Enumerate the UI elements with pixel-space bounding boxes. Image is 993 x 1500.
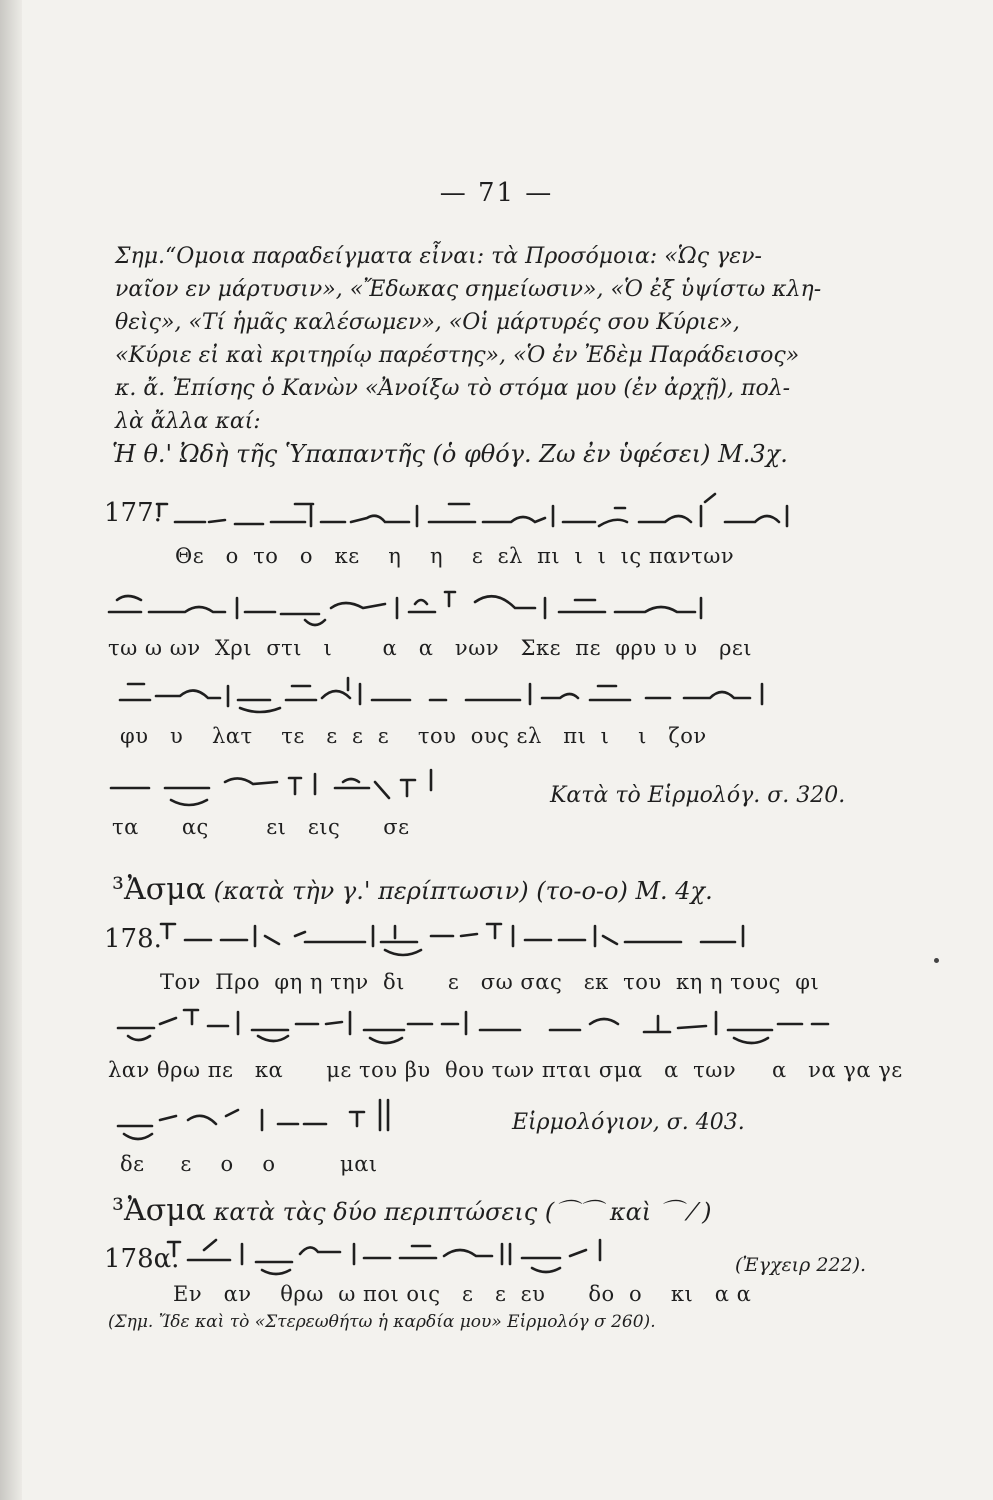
source-177: Κατὰ τὸ Εἱρμολόγ. σ. 320. <box>550 783 846 808</box>
note-paragraph <box>115 240 850 438</box>
heading-178a-text: κατὰ τὰς δύο περιπτώσεις (⌒⌒ καὶ ⌒ ⁄ ) <box>213 1198 712 1226</box>
syllables-177-4: τα ας ει εις σε <box>112 815 410 839</box>
note-line: κ. ἄ. Ἐπίσης ὁ Κανὼν «Ἀνοίξω τὸ στόμα μου (ἐν ἀρχῇ), πολ- <box>115 376 791 401</box>
source-178: Εἱρμολόγιον, σ. 403. <box>512 1110 745 1135</box>
neume-staff-177-1 <box>145 482 855 542</box>
source-178a: (Ἐγχειρ 222). <box>735 1254 867 1276</box>
neume-staff-178a-1 <box>160 1228 760 1288</box>
example-number-178a: 178α. <box>104 1244 180 1274</box>
page-gutter-shadow <box>0 0 22 1500</box>
note-line: ναῖον εν μάρτυσιν», «Ἔδωκας σημείωσιν», «Ὁ ἐξ ὑψίστω κλη- <box>115 277 822 302</box>
syllables-178a-1: Εν αν θρω ω ποι οις ε ε ευ δο ο κι α α <box>173 1282 752 1306</box>
neume-staff-177-4 <box>105 760 525 820</box>
syllables-178-3: δε ε ο ο μαι <box>120 1152 378 1176</box>
syllables-177-2: τω ω ων Χρι στι ι α α νων Σκε πε φρυ υ υ ρει <box>108 636 753 660</box>
neume-staff-178-2 <box>112 996 857 1058</box>
neume-staff-177-2 <box>105 578 855 638</box>
example-number-178: 178. <box>104 924 162 954</box>
note-line: λὰ ἄλλα καί: <box>115 409 261 434</box>
syllables-177-1: Θε ο το ο κε η η ε ελ πι ι ι ις παντων <box>175 544 735 568</box>
syllables-178-2: λαν θρω πε κα με του βυ θου των πται σμα α των α να γα γε <box>108 1058 903 1082</box>
example-number-177: 177. <box>104 498 162 528</box>
syllables-178-1: Τον Προ φη η την δι ε σω σας εκ του κη η τους φι <box>160 970 820 994</box>
heading-178a <box>112 1192 711 1228</box>
heading-178-text: (κατὰ τὴν γ.' περίπτωσιν) (το-ο-ο) Μ. 4χ. <box>213 877 713 905</box>
note-line: θεὶς», «Τί ἡμᾶς καλέσωμεν», «Οἱ μάρτυρές σου Κύριε», <box>115 310 740 335</box>
syllables-177-3: φυ υ λατ τε ε ε ε του ους ελ πι ι ι ζον <box>120 724 707 748</box>
note-line: «Κύριε εἰ καὶ κριτηρίῳ παρέστης», «Ὁ ἐν Ἐδὲμ Παράδεισος» <box>115 343 800 368</box>
heading-178-prefix: ³Ἀσμα <box>112 872 206 907</box>
neume-staff-178-3 <box>112 1094 412 1154</box>
page-number: — 71 — <box>439 178 554 208</box>
footnote: (Σημ. Ἴδε καὶ τὸ «Στερεωθήτω ἡ καρδία μου» Εἱρμολόγ σ 260). <box>108 1312 656 1332</box>
neume-staff-177-3 <box>110 664 855 724</box>
note-line: Σημ.“Ομοια παραδείγματα εἶναι: τὰ Προσόμοια: «Ὡς γεν- <box>115 244 762 269</box>
heading-177: Ἡ θ.' Ὠδὴ τῆς Ὑπαπαντῆς (ὁ φθόγ. Ζω ἐν ὑφέσει) Μ.3χ. <box>112 440 788 468</box>
stray-ink-dot <box>934 958 939 963</box>
heading-178 <box>112 872 713 907</box>
heading-178a-prefix: ³Ἀσμα <box>112 1193 206 1228</box>
neume-staff-178-1 <box>155 910 855 970</box>
